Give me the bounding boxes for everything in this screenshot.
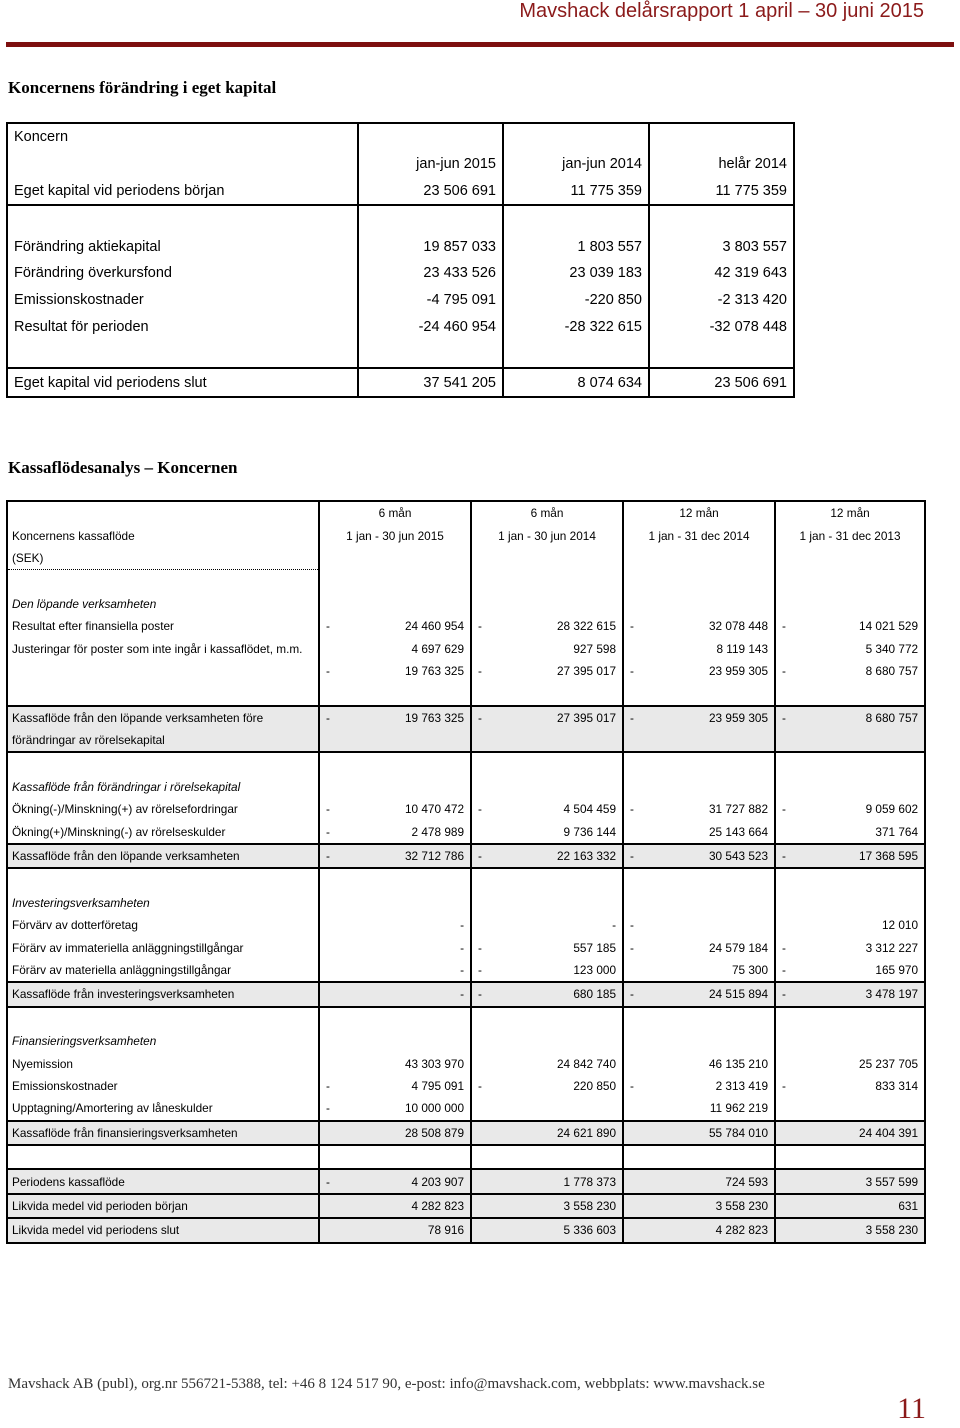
cell-value: 4 795 091 (339, 1075, 471, 1097)
equity-opening-row (7, 178, 794, 206)
sign: - (326, 663, 330, 678)
row-label: Förändring aktiekapital (7, 233, 358, 260)
cell-value: 37 541 205 (358, 368, 503, 397)
cell-value: 1 803 557 (503, 233, 649, 260)
table-row (7, 1121, 925, 1145)
table-row (7, 844, 925, 868)
cell-value: -220 850 (503, 287, 649, 314)
cell-value: 2 313 419 (643, 1075, 775, 1097)
row-label: Kassaflöde från finansieringsverksamheten (7, 1121, 319, 1145)
cell-value: 19 763 325 (339, 660, 471, 682)
cell-value (643, 914, 775, 936)
cell-value: -2 313 420 (649, 287, 794, 314)
table-row (7, 821, 925, 844)
sign (471, 821, 491, 844)
sign (623, 1121, 643, 1145)
sign: - (630, 619, 634, 634)
sign: - (630, 802, 634, 817)
section-heading: Investeringsverksamheten (7, 892, 319, 914)
cashflow-label-title: Koncernens kassaflöde (7, 524, 319, 546)
table-row (7, 260, 794, 287)
cell-value: 42 319 643 (649, 260, 794, 287)
cell-value: 3 558 230 (795, 1218, 925, 1242)
cell-value: 3 557 599 (795, 1169, 925, 1193)
duration-header: 6 mån (471, 501, 623, 524)
cell-value: 11 775 359 (649, 178, 794, 206)
cell-value: 32 078 448 (643, 615, 775, 637)
cell-value: 2 478 989 (339, 821, 471, 844)
row-label: Förärv av immateriella anläggningstillgångar (7, 936, 319, 958)
period-header: 1 jan - 31 dec 2014 (623, 524, 775, 546)
cell-value: 11 962 219 (643, 1097, 775, 1120)
cell-value: 724 593 (643, 1169, 775, 1193)
cell-value: 23 039 183 (503, 260, 649, 287)
sign (775, 637, 795, 659)
equity-entity: Koncern (7, 123, 358, 151)
table-row (7, 1097, 925, 1120)
sign (623, 637, 643, 659)
cell-value: 23 506 691 (649, 368, 794, 397)
sign (319, 1194, 339, 1218)
cell-value: 24 579 184 (643, 936, 775, 958)
cell-value (795, 1097, 925, 1120)
sign (623, 1052, 643, 1074)
sign (471, 1169, 491, 1193)
row-label: Resultat för perioden (7, 314, 358, 341)
cell-value: 32 712 786 (339, 844, 471, 868)
sign (775, 1218, 795, 1242)
section-heading: Kassaflöde från förändringar i rörelsekapital (7, 776, 319, 798)
cell-value (491, 1097, 623, 1120)
cell-value: 5 336 603 (491, 1218, 623, 1242)
sign: - (630, 1078, 634, 1093)
sign: - (319, 706, 339, 753)
equity-section-title: Koncernens förändring i eget kapital (8, 78, 277, 97)
sign: - (630, 918, 634, 933)
table-row (7, 959, 925, 982)
table-row (7, 660, 925, 682)
cell-value: 23 506 691 (358, 178, 503, 206)
sign: - (319, 844, 339, 868)
cell-value: 4 697 629 (339, 637, 471, 659)
row-label: Resultat efter finansiella poster (7, 615, 319, 637)
cell-value: 24 842 740 (491, 1052, 623, 1074)
cell-value: - (339, 959, 471, 982)
sign: - (775, 982, 795, 1006)
sign: - (471, 982, 491, 1006)
row-label: Ökning(-)/Minskning(+) av rörelsefordringar (7, 798, 319, 820)
sign: - (623, 844, 643, 868)
sign (319, 914, 339, 936)
cell-value: 78 916 (339, 1218, 471, 1242)
cell-value: 3 558 230 (491, 1194, 623, 1218)
sign: - (782, 1078, 786, 1093)
sign: - (623, 982, 643, 1006)
cell-value: 23 959 305 (643, 706, 775, 753)
row-label: Likvida medel vid perioden början (7, 1194, 319, 1218)
sign (319, 1052, 339, 1074)
cell-value: - (491, 914, 623, 936)
equity-col-header: jan-jun 2015 (358, 151, 503, 178)
cell-value: 3 803 557 (649, 233, 794, 260)
cell-value: 631 (795, 1194, 925, 1218)
cell-value: 19 857 033 (358, 233, 503, 260)
row-label: Kassaflöde från den löpande verksamheten (7, 844, 319, 868)
equity-col-header: jan-jun 2014 (503, 151, 649, 178)
cell-value: 28 322 615 (491, 615, 623, 637)
cell-value: 46 135 210 (643, 1052, 775, 1074)
duration-header: 6 mån (319, 501, 471, 524)
cell-value: - (339, 914, 471, 936)
sign (471, 914, 491, 936)
row-label: Emissionskostnader (7, 1075, 319, 1097)
sign (471, 1218, 491, 1242)
table-row (7, 314, 794, 341)
cell-value: 927 598 (491, 637, 623, 659)
cell-value: 10 470 472 (339, 798, 471, 820)
cell-value: 24 621 890 (491, 1121, 623, 1145)
sign (623, 1218, 643, 1242)
period-header: 1 jan - 31 dec 2013 (775, 524, 925, 546)
row-label: Justeringar för poster som inte ingår i kassaflödet, m.m. (7, 637, 319, 659)
table-row (7, 706, 925, 753)
table-row (7, 1169, 925, 1193)
cell-value: 19 763 325 (339, 706, 471, 753)
section-heading: Finansieringsverksamheten (7, 1030, 319, 1052)
cell-value: 4 203 907 (339, 1169, 471, 1193)
cell-value: 557 185 (491, 936, 623, 958)
equity-closing-row (7, 368, 794, 397)
sign (623, 821, 643, 844)
cell-value: -32 078 448 (649, 314, 794, 341)
row-label: Upptagning/Amortering av låneskulder (7, 1097, 319, 1120)
unit-label: (SEK) (7, 547, 319, 570)
sign: - (775, 844, 795, 868)
cell-value: 14 021 529 (795, 615, 925, 637)
sign: - (326, 1078, 330, 1093)
cell-value: 24 404 391 (795, 1121, 925, 1145)
cell-value: 165 970 (795, 959, 925, 982)
sign: - (326, 824, 330, 839)
row-label: Eget kapital vid periodens slut (7, 368, 358, 397)
sign (319, 637, 339, 659)
cell-value: 17 368 595 (795, 844, 925, 868)
header-rule (6, 42, 954, 47)
cell-value: 8 074 634 (503, 368, 649, 397)
sign: - (782, 663, 786, 678)
sign (471, 1097, 491, 1120)
cell-value: 4 504 459 (491, 798, 623, 820)
table-row (7, 1218, 925, 1242)
report-header-title: Mavshack delårsrapport 1 april – 30 juni 2015 (519, 0, 924, 22)
table-row (7, 1052, 925, 1074)
row-label: Kassaflöde från den löpande verksamheten före förändringar av rörelsekapital (7, 706, 319, 753)
sign (623, 1097, 643, 1120)
sign (471, 637, 491, 659)
cell-value: 5 340 772 (795, 637, 925, 659)
table-row (7, 982, 925, 1006)
cell-value: 123 000 (491, 959, 623, 982)
section-heading: Den löpande verksamheten (7, 593, 319, 615)
sign (319, 1218, 339, 1242)
row-label: Periodens kassaflöde (7, 1169, 319, 1193)
cell-value: 75 300 (643, 959, 775, 982)
cell-value: 23 959 305 (643, 660, 775, 682)
cell-value: 23 433 526 (358, 260, 503, 287)
equity-col-header: helår 2014 (649, 151, 794, 178)
cell-value: 27 395 017 (491, 706, 623, 753)
sign: - (782, 802, 786, 817)
cell-value: -28 322 615 (503, 314, 649, 341)
sign (775, 1121, 795, 1145)
sign (623, 1194, 643, 1218)
duration-header: 12 mån (775, 501, 925, 524)
row-label: Ökning(+)/Minskning(-) av rörelseskulder (7, 821, 319, 844)
row-label: Emissionskostnader (7, 287, 358, 314)
sign: - (782, 940, 786, 955)
cell-value: 25 237 705 (795, 1052, 925, 1074)
sign: - (478, 663, 482, 678)
table-row (7, 798, 925, 820)
sign: - (630, 663, 634, 678)
cell-value: 30 543 523 (643, 844, 775, 868)
cell-value: -4 795 091 (358, 287, 503, 314)
cell-value: 680 185 (491, 982, 623, 1006)
table-row (7, 1075, 925, 1097)
period-header: 1 jan - 30 jun 2015 (319, 524, 471, 546)
cell-value: 371 764 (795, 821, 925, 844)
footer-contact: Mavshack AB (publ), org.nr 556721-5388, tel: +46 8 124 517 90, e-post: info@mavshack.com, webbplats: www.mavshack.se (8, 1376, 765, 1392)
row-label: Eget kapital vid periodens början (7, 178, 358, 206)
table-row (7, 914, 925, 936)
sign: - (775, 706, 795, 753)
sign: - (478, 619, 482, 634)
sign (319, 959, 339, 982)
sign (471, 1121, 491, 1145)
cell-value: 3 478 197 (795, 982, 925, 1006)
sign: - (478, 802, 482, 817)
cell-value: 9 059 602 (795, 798, 925, 820)
cell-value: 8 680 757 (795, 660, 925, 682)
sign (775, 1052, 795, 1074)
cell-value: - (339, 936, 471, 958)
sign (319, 982, 339, 1006)
sign (471, 1052, 491, 1074)
sign: - (478, 940, 482, 955)
table-row (7, 233, 794, 260)
table-row (7, 287, 794, 314)
cell-value: 25 143 664 (643, 821, 775, 844)
cell-value: 31 727 882 (643, 798, 775, 820)
cell-value: 12 010 (795, 914, 925, 936)
cell-value: 220 850 (491, 1075, 623, 1097)
equity-table (6, 122, 795, 398)
sign (623, 1169, 643, 1193)
sign (775, 1097, 795, 1120)
sign: - (782, 619, 786, 634)
cell-value: 3 558 230 (643, 1194, 775, 1218)
row-label: Förändring överkursfond (7, 260, 358, 287)
cell-value: 22 163 332 (491, 844, 623, 868)
cell-value: 3 312 227 (795, 936, 925, 958)
cell-value: 11 775 359 (503, 178, 649, 206)
row-label: Nyemission (7, 1052, 319, 1074)
sign (319, 1121, 339, 1145)
cashflow-table (6, 500, 926, 1244)
sign: - (319, 1169, 339, 1193)
row-label: Kassaflöde från investeringsverksamheten (7, 982, 319, 1006)
sign (775, 1169, 795, 1193)
cell-value: 8 119 143 (643, 637, 775, 659)
period-header: 1 jan - 30 jun 2014 (471, 524, 623, 546)
cell-value: 1 778 373 (491, 1169, 623, 1193)
table-row (7, 615, 925, 637)
row-label: Likvida medel vid periodens slut (7, 1218, 319, 1242)
sign: - (326, 802, 330, 817)
sign: - (478, 963, 482, 978)
cell-value: 24 515 894 (643, 982, 775, 1006)
sign (319, 936, 339, 958)
table-row (7, 637, 925, 659)
cell-value: -24 460 954 (358, 314, 503, 341)
sign (775, 1194, 795, 1218)
row-label: Förvärv av dotterföretag (7, 914, 319, 936)
cell-value: 9 736 144 (491, 821, 623, 844)
sign (623, 959, 643, 982)
duration-header: 12 mån (623, 501, 775, 524)
table-row (7, 1194, 925, 1218)
sign (775, 821, 795, 844)
cell-value: - (339, 982, 471, 1006)
sign: - (471, 844, 491, 868)
sign: - (782, 963, 786, 978)
page-number: 11 (897, 1392, 926, 1425)
sign: - (471, 706, 491, 753)
cell-value: 833 314 (795, 1075, 925, 1097)
sign (471, 1194, 491, 1218)
cell-value: 8 680 757 (795, 706, 925, 753)
cashflow-section-title: Kassaflödesanalys – Koncernen (8, 458, 238, 477)
sign: - (478, 1078, 482, 1093)
sign (775, 914, 795, 936)
sign: - (326, 1101, 330, 1116)
cell-value: 10 000 000 (339, 1097, 471, 1120)
cell-value: 4 282 823 (339, 1194, 471, 1218)
cell-value: 4 282 823 (643, 1218, 775, 1242)
sign: - (623, 706, 643, 753)
table-row (7, 936, 925, 958)
cell-value: 24 460 954 (339, 615, 471, 637)
row-label (7, 660, 319, 682)
cell-value: 27 395 017 (491, 660, 623, 682)
cell-value: 55 784 010 (643, 1121, 775, 1145)
sign: - (326, 619, 330, 634)
cell-value: 43 303 970 (339, 1052, 471, 1074)
sign: - (630, 940, 634, 955)
row-label: Förärv av materiella anläggningstillgångar (7, 959, 319, 982)
cell-value: 28 508 879 (339, 1121, 471, 1145)
